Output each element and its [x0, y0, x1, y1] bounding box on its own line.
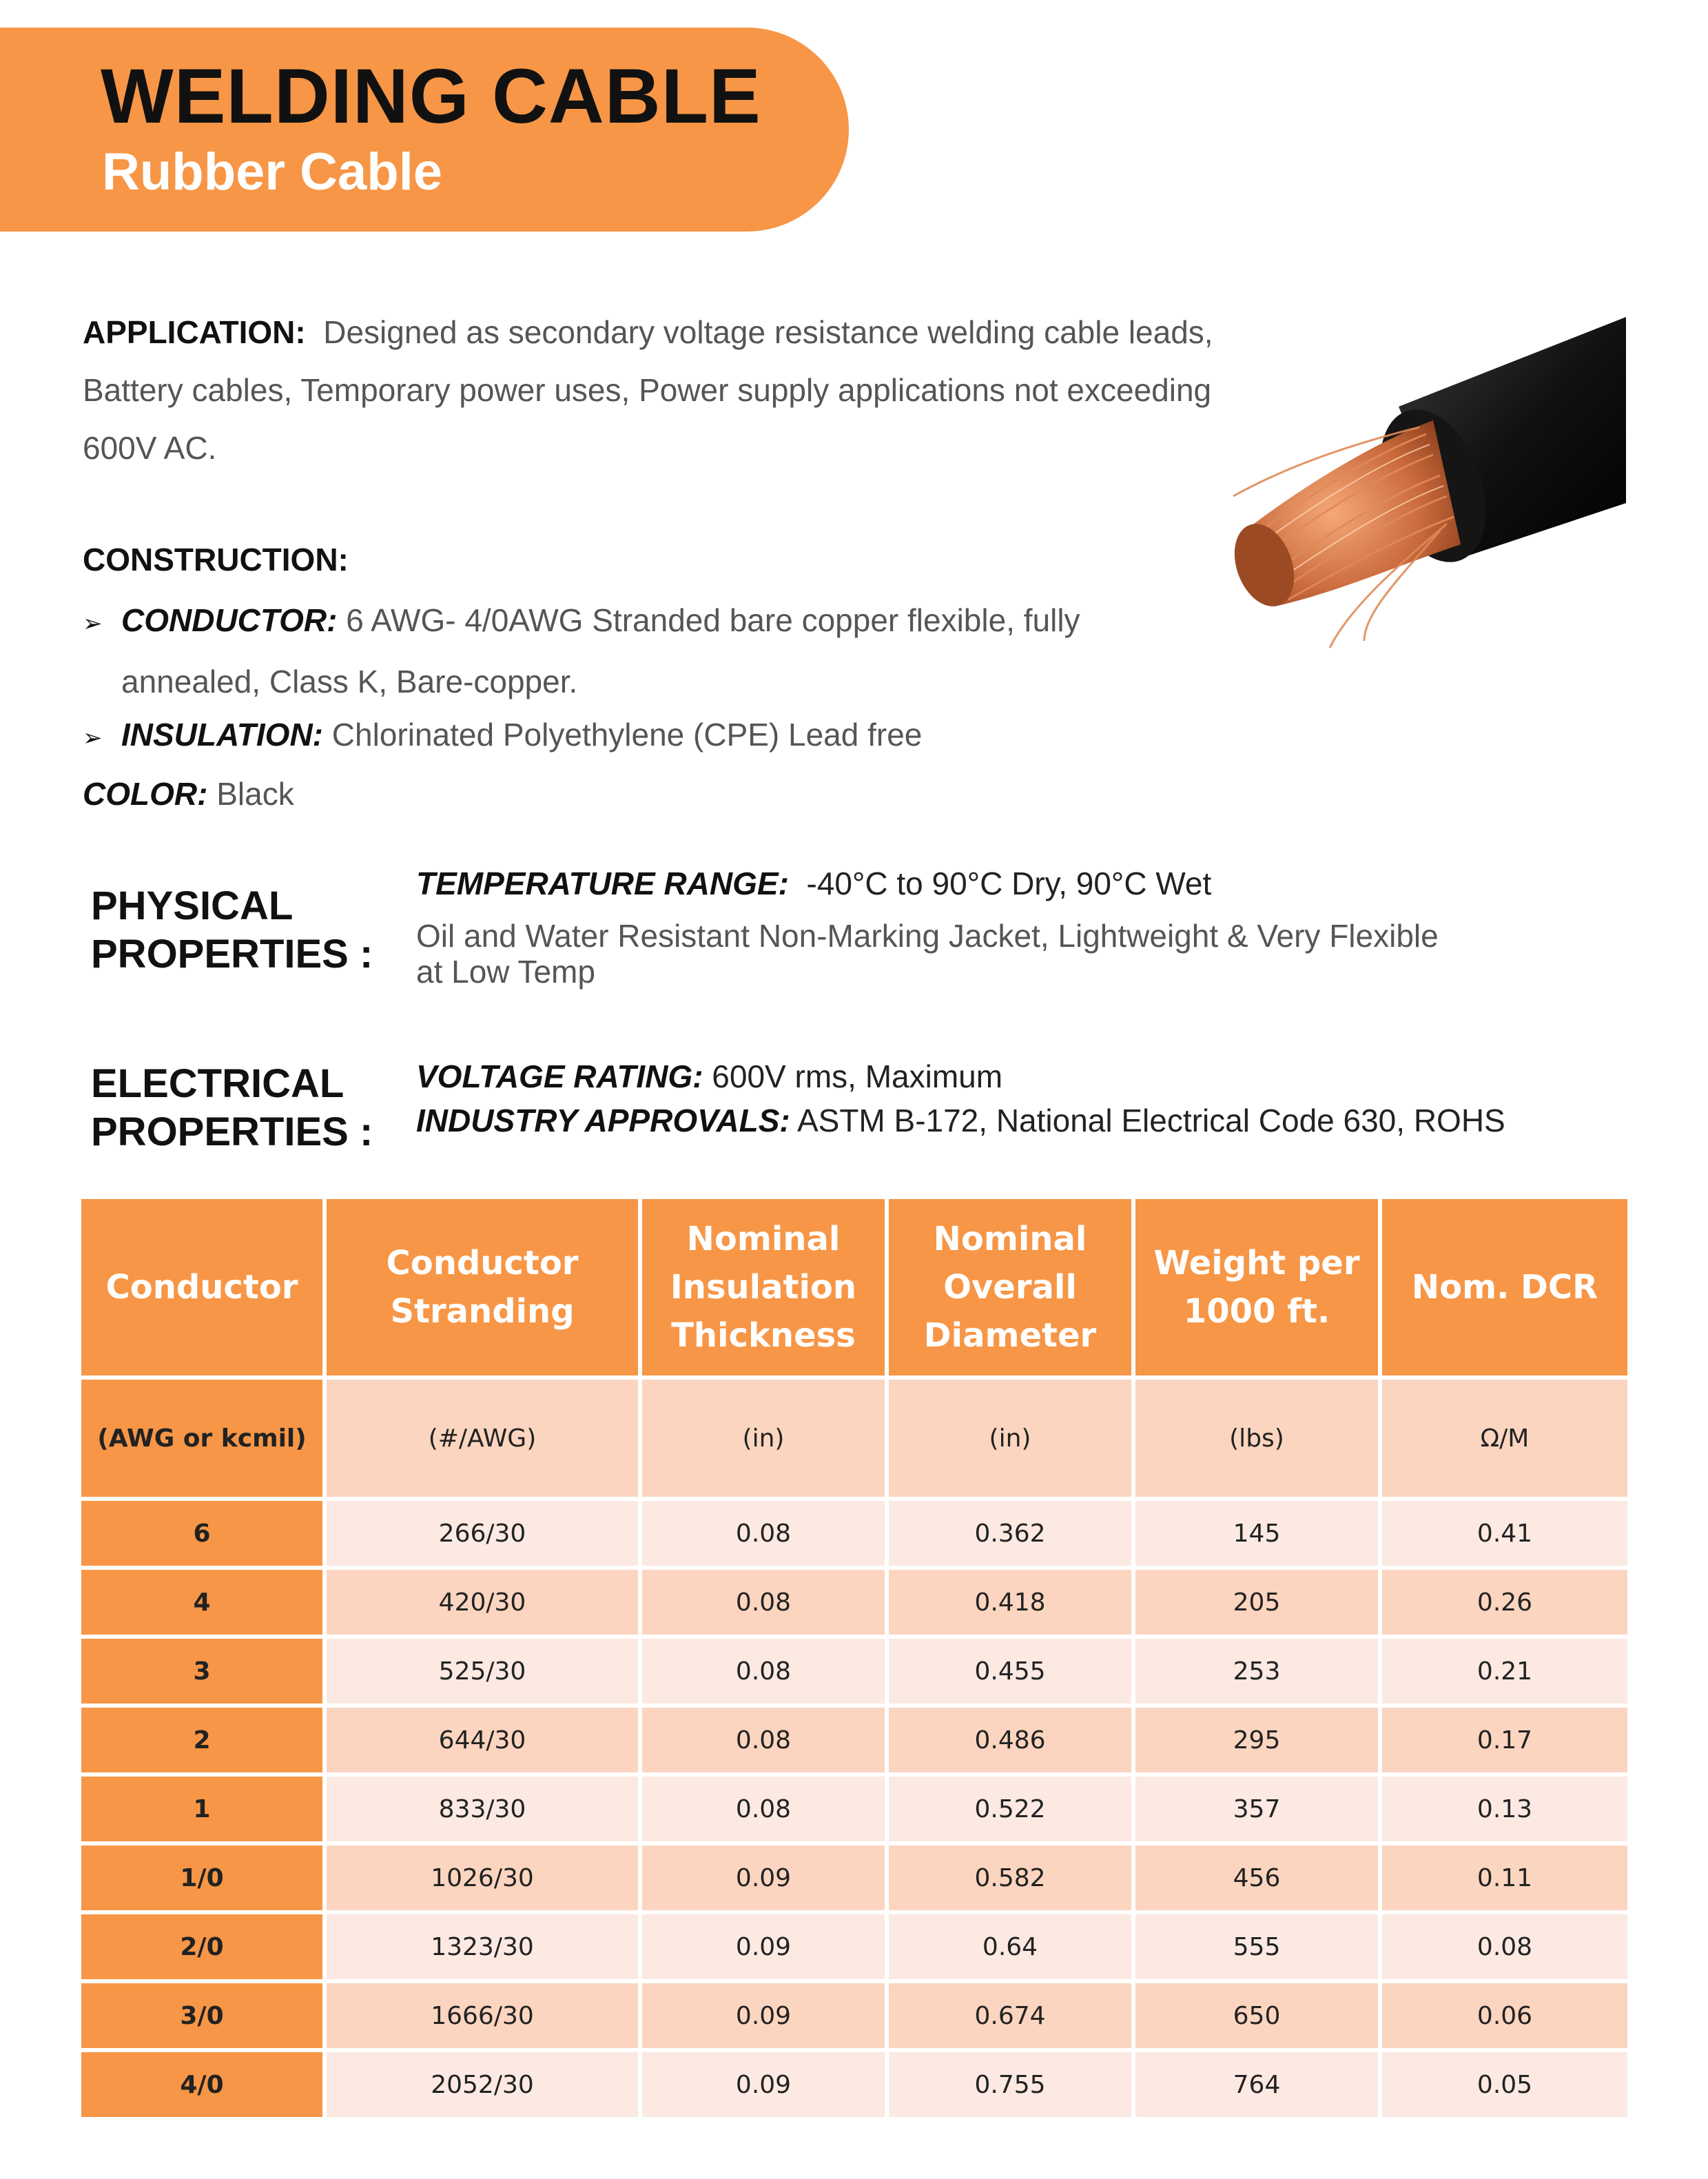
table-cell: 555 [1133, 1912, 1380, 1981]
column-header-line: Nominal [686, 1220, 841, 1258]
table-cell: 833/30 [325, 1774, 640, 1843]
column-header [640, 1197, 887, 1378]
table-row [79, 1843, 1629, 1912]
physical-desc-line-1: Oil and Water Resistant Non-Marking Jacket, Lightweight & Very Flexible [416, 918, 1439, 954]
table-cell: 456 [1133, 1843, 1380, 1912]
table-cell: 0.09 [640, 2050, 887, 2119]
physical-description [416, 917, 1439, 991]
table-cell: 145 [1133, 1499, 1380, 1568]
table-cell: 0.582 [887, 1843, 1133, 1912]
specifications-table [77, 1195, 1632, 2121]
table-cell: 205 [1133, 1568, 1380, 1637]
construction-heading: CONSTRUCTION: [83, 542, 349, 577]
title-banner [0, 28, 849, 232]
table-cell: 357 [1133, 1774, 1380, 1843]
insulation-bullet [83, 706, 1185, 767]
electrical-heading [91, 1060, 373, 1156]
conductor-size-cell: 4 [79, 1568, 325, 1637]
table-cell: 266/30 [325, 1499, 640, 1568]
unit-cell: (lbs) [1133, 1378, 1380, 1499]
table-cell: 1323/30 [325, 1912, 640, 1981]
column-header [1380, 1197, 1629, 1378]
table-cell: 0.26 [1380, 1568, 1629, 1637]
table-cell: 0.08 [1380, 1912, 1629, 1981]
voltage-label: VOLTAGE RATING: [416, 1058, 703, 1094]
column-header [887, 1197, 1133, 1378]
conductor-size-cell: 3/0 [79, 1981, 325, 2050]
table-cell: 0.08 [640, 1706, 887, 1774]
conductor-text: 6 AWG- 4/0AWG Stranded bare copper flexible, fully [346, 602, 1080, 638]
column-header-line: Conductor [105, 1268, 298, 1307]
color-text: Black [216, 776, 294, 812]
voltage-text: 600V rms, Maximum [712, 1058, 1003, 1094]
application-label: APPLICATION: [83, 314, 306, 350]
unit-cell: (in) [887, 1378, 1133, 1499]
column-header-line: Conductor [386, 1244, 579, 1282]
table-row [79, 1981, 1629, 2050]
table-cell: 0.08 [640, 1568, 887, 1637]
column-header-line: 1000 ft. [1183, 1292, 1330, 1331]
table-row [79, 1637, 1629, 1706]
table-cell: 0.09 [640, 1912, 887, 1981]
page-title: WELDING CABLE [101, 53, 761, 139]
column-header [1133, 1197, 1380, 1378]
conductor-text-continued: annealed, Class K, Bare-copper. [121, 664, 578, 699]
table-cell: 0.06 [1380, 1981, 1629, 2050]
table-cell: 0.362 [887, 1499, 1133, 1568]
table-cell: 0.17 [1380, 1706, 1629, 1774]
application-section [83, 303, 1226, 477]
column-header [79, 1197, 325, 1378]
table-cell: 644/30 [325, 1706, 640, 1774]
table-cell: 525/30 [325, 1637, 640, 1706]
table-cell: 0.64 [887, 1912, 1133, 1981]
column-header-line: Nominal [933, 1220, 1087, 1258]
conductor-size-cell: 1 [79, 1774, 325, 1843]
conductor-size-cell: 6 [79, 1499, 325, 1568]
conductor-size-cell: 2/0 [79, 1912, 325, 1981]
table-row [79, 2050, 1629, 2119]
table-cell: 0.09 [640, 1981, 887, 2050]
conductor-bullet [83, 591, 1185, 710]
table-cell: 0.13 [1380, 1774, 1629, 1843]
page-subtitle: Rubber Cable [102, 143, 443, 201]
table-cell: 0.08 [640, 1499, 887, 1568]
table-row [79, 1568, 1629, 1637]
table-row [79, 1706, 1629, 1774]
temperature-range [416, 864, 1211, 903]
conductor-size-cell: 1/0 [79, 1843, 325, 1912]
column-header-line: Diameter [923, 1316, 1097, 1355]
column-header-line: Nom. DCR [1411, 1268, 1598, 1307]
table-cell: 0.522 [887, 1774, 1133, 1843]
voltage-rating [416, 1057, 1002, 1096]
temperature-label: TEMPERATURE RANGE: [416, 866, 789, 901]
column-header-line: Overall [943, 1268, 1077, 1307]
unit-cell: (#/AWG) [325, 1378, 640, 1499]
arrow-bullet-icon: ➢ [83, 611, 103, 637]
arrow-bullet-icon: ➢ [83, 725, 103, 751]
column-header-line: Weight per [1153, 1244, 1360, 1282]
table-header-row [79, 1197, 1629, 1378]
physical-desc-line-2: at Low Temp [416, 954, 595, 990]
temperature-text: -40°C to 90°C Dry, 90°C Wet [806, 866, 1212, 901]
table-cell: 420/30 [325, 1568, 640, 1637]
electrical-heading-line-1: ELECTRICAL [91, 1061, 344, 1106]
table-cell: 0.09 [640, 1843, 887, 1912]
table-cell: 1666/30 [325, 1981, 640, 2050]
conductor-size-cell: 3 [79, 1637, 325, 1706]
table-row [79, 1912, 1629, 1981]
column-header-line: Stranding [390, 1292, 575, 1331]
table-cell: 0.11 [1380, 1843, 1629, 1912]
industry-approvals [416, 1101, 1505, 1140]
insulation-label: INSULATION: [121, 717, 324, 753]
electrical-heading-line-2: PROPERTIES : [91, 1109, 373, 1154]
color-line [83, 765, 1185, 823]
table-cell: 1026/30 [325, 1843, 640, 1912]
color-label: COLOR: [83, 776, 208, 812]
unit-cell: (AWG or kcmil) [79, 1378, 325, 1499]
approvals-text: ASTM B-172, National Electrical Code 630, ROHS [796, 1103, 1505, 1138]
conductor-size-cell: 4/0 [79, 2050, 325, 2119]
table-cell: 0.674 [887, 1981, 1133, 2050]
physical-heading-line-1: PHYSICAL [91, 883, 294, 928]
conductor-size-cell: 2 [79, 1706, 325, 1774]
table-cell: 0.08 [640, 1637, 887, 1706]
table-cell: 0.08 [640, 1774, 887, 1843]
table-cell: 0.455 [887, 1637, 1133, 1706]
column-header-line: Thickness [671, 1316, 856, 1355]
column-header-line: Insulation [670, 1268, 857, 1307]
unit-cell: Ω/M [1380, 1378, 1629, 1499]
insulation-text: Chlorinated Polyethylene (CPE) Lead free [331, 717, 923, 753]
physical-heading-line-2: PROPERTIES : [91, 932, 373, 976]
table-row [79, 1774, 1629, 1843]
table-row [79, 1499, 1629, 1568]
conductor-label: CONDUCTOR: [121, 602, 338, 638]
table-cell: 0.755 [887, 2050, 1133, 2119]
application-text: Designed as secondary voltage resistance welding cable leads, Battery cables, Temporary power uses, Power supply applications not exceeding 600V AC. [83, 314, 1213, 466]
physical-heading [91, 882, 373, 979]
table-cell: 0.41 [1380, 1499, 1629, 1568]
unit-cell: (in) [640, 1378, 887, 1499]
table-cell: 764 [1133, 2050, 1380, 2119]
table-cell: 0.21 [1380, 1637, 1629, 1706]
table-cell: 0.486 [887, 1706, 1133, 1774]
table-cell: 253 [1133, 1637, 1380, 1706]
table-cell: 650 [1133, 1981, 1380, 2050]
units-row [79, 1378, 1629, 1499]
table-cell: 0.05 [1380, 2050, 1629, 2119]
table-cell: 295 [1133, 1706, 1380, 1774]
table-cell: 0.418 [887, 1568, 1133, 1637]
approvals-label: INDUSTRY APPROVALS: [416, 1103, 790, 1138]
table-cell: 2052/30 [325, 2050, 640, 2119]
column-header [325, 1197, 640, 1378]
copper-cable-photo [1171, 317, 1626, 758]
